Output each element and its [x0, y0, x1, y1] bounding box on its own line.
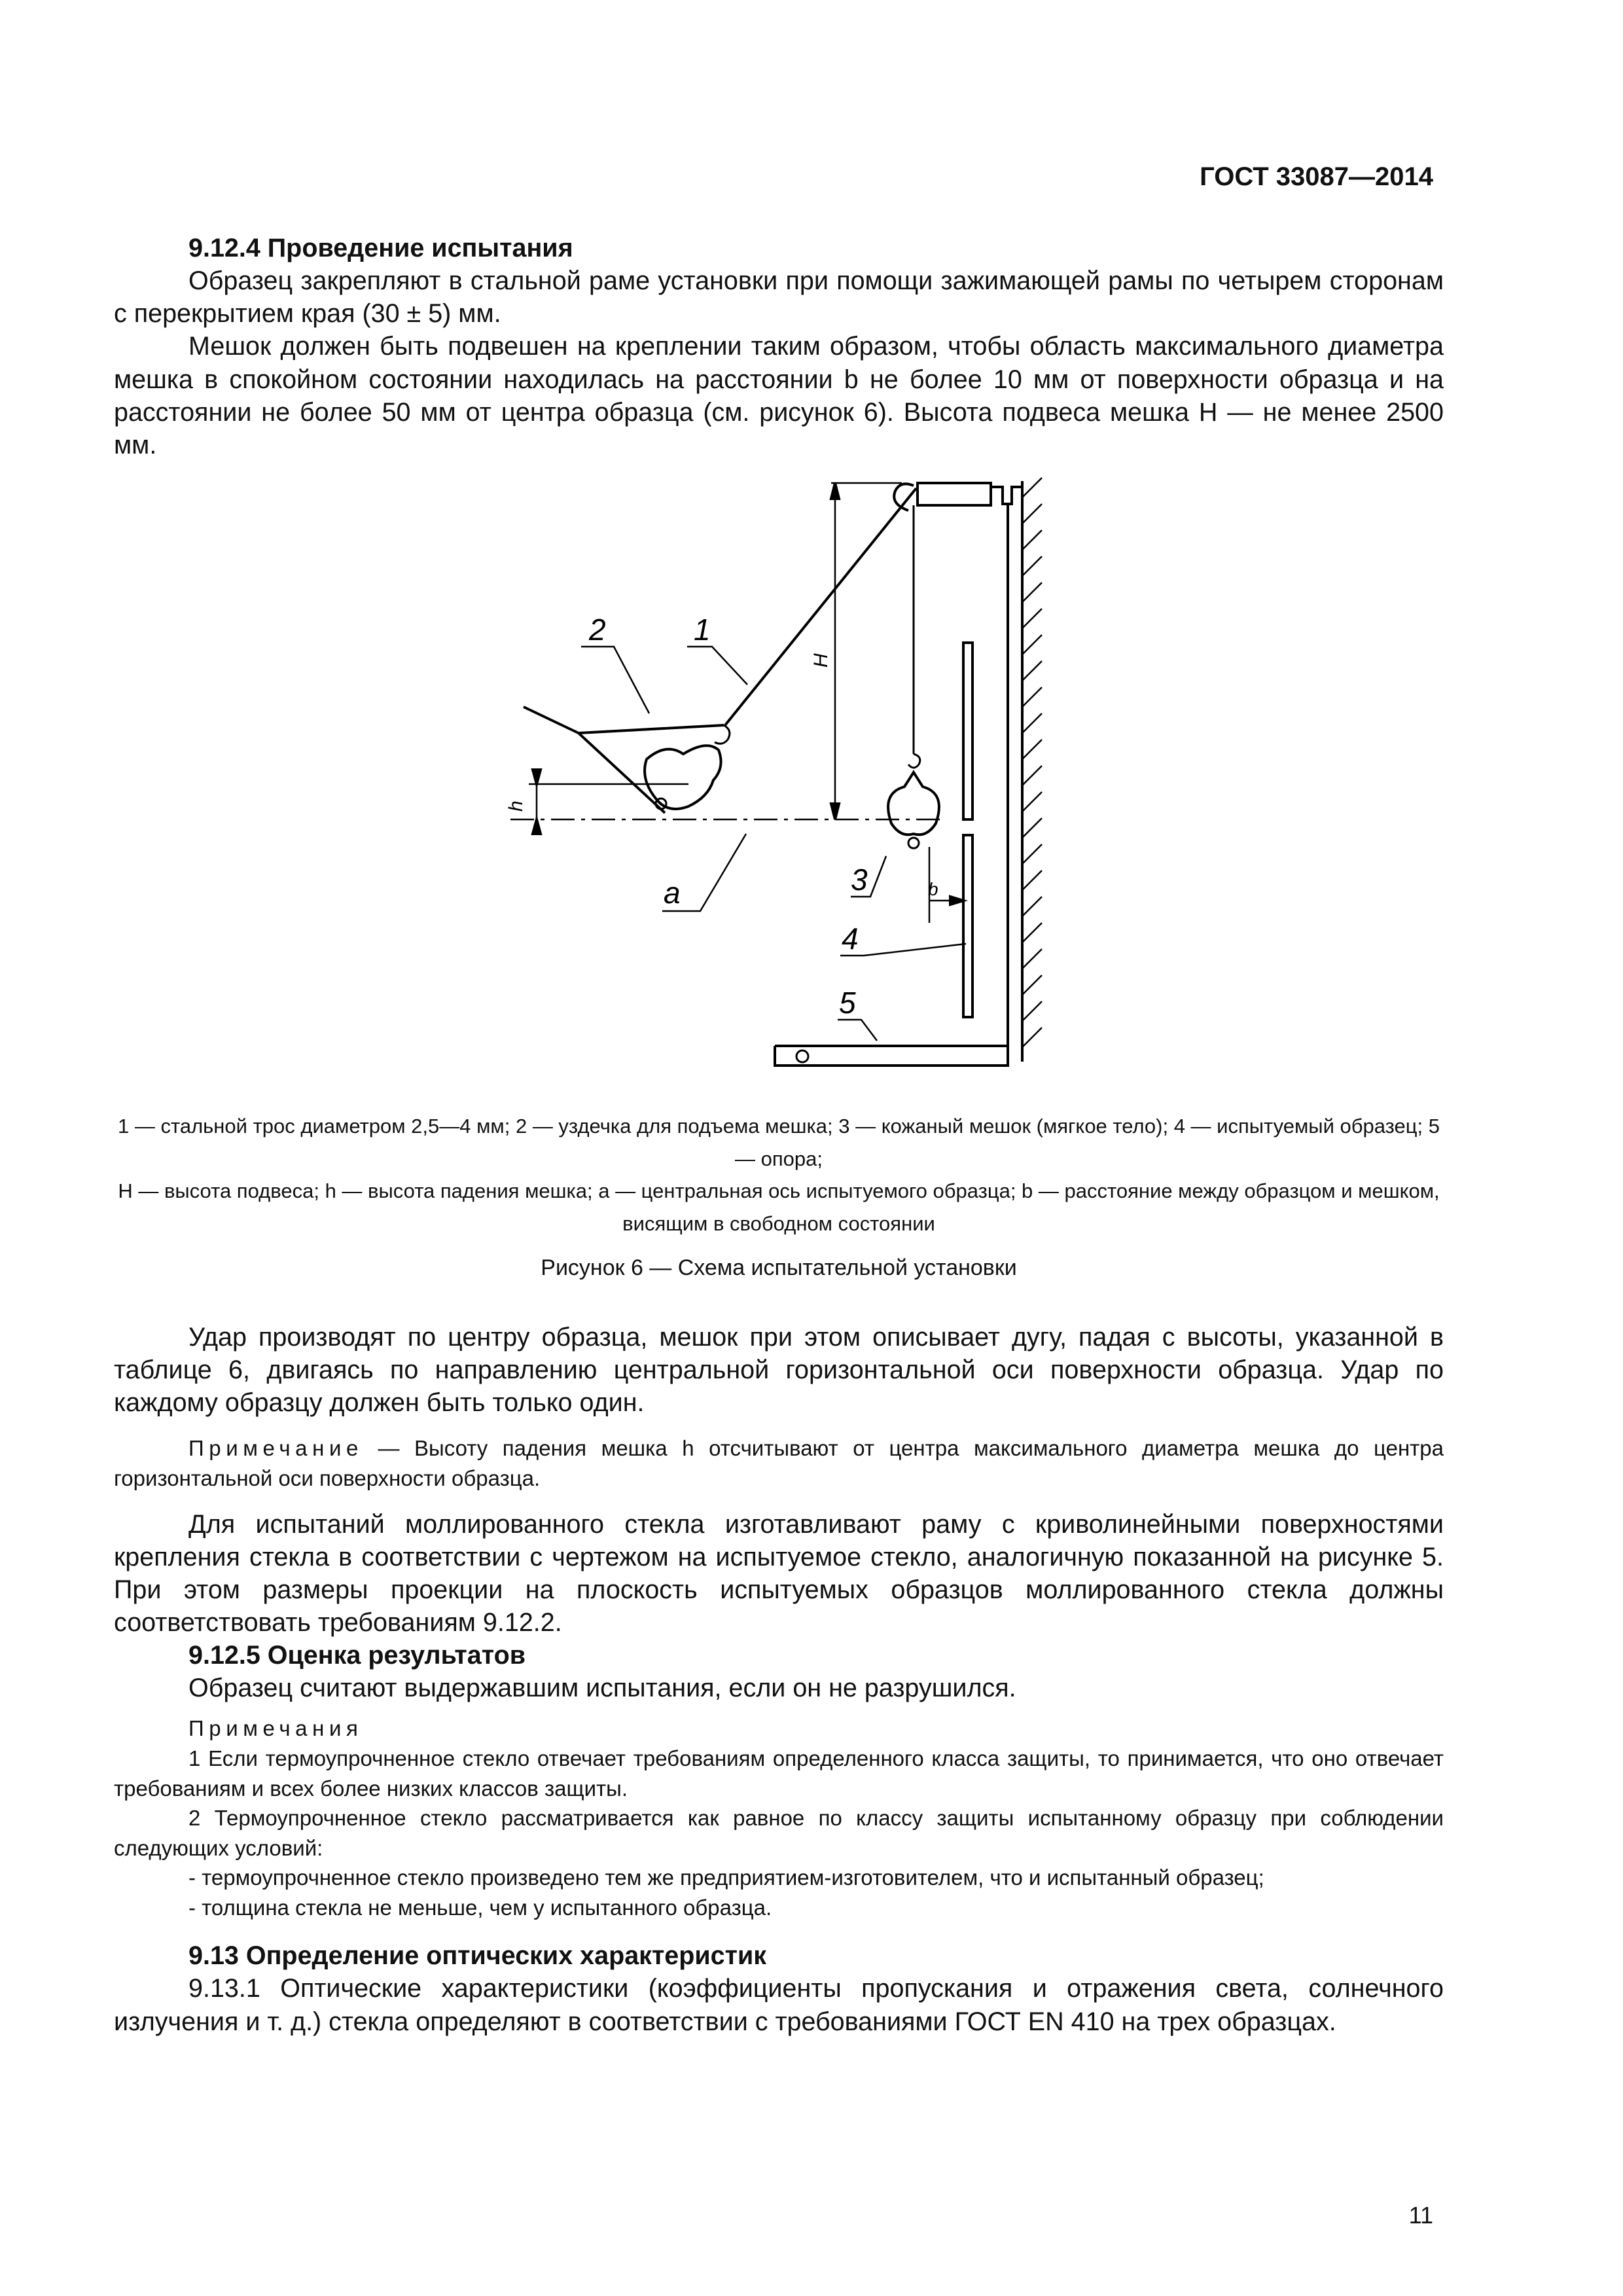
figure-legend: [114, 1110, 1444, 1240]
label-b: b: [928, 879, 938, 899]
note-2: 2 Термоупрочненное стекло рассматривается как равное по классу защиты испытанному образцу при соблюдении следующих условий:: [114, 1806, 1444, 1860]
note-text: — Высоту падения мешка h отсчитывают от центра максимального диаметра мешка до центра горизонтальной оси поверхности образца.: [114, 1436, 1444, 1490]
label-3: 3: [851, 863, 868, 897]
paragraph: Удар производят по центру образца, мешок при этом описывает дугу, падая с высоты, указанной в таблице 6, двигаясь по направлению центральной горизонтальной оси поверхности образца. Удар по каждому образцу должен быть только один.: [114, 1323, 1444, 1418]
base-pivot: [796, 1050, 808, 1062]
dim-h-arrow-bottom: [533, 819, 541, 834]
notes-heading: Примечания: [188, 1716, 363, 1741]
label-h: h: [505, 800, 527, 812]
body-text: [114, 1321, 1444, 2038]
steel-cable-1: [725, 488, 916, 725]
dim-H-arrow-bottom: [831, 804, 839, 819]
label-4: 4: [842, 922, 859, 956]
bridle-2: [524, 707, 724, 733]
label-2: 2: [589, 613, 606, 647]
wall-hatching: [1022, 478, 1042, 1047]
label-5: 5: [839, 986, 856, 1020]
leader-2: [581, 647, 649, 713]
paragraph: Образец считают выдержавшим испытания, если он не разрушился.: [188, 1674, 1016, 1703]
section-9124: [114, 232, 1444, 461]
condition-1: - термоупрочненное стекло произведено тем же предприятием-изготовителем, что и испытанный образец;: [188, 1865, 1264, 1890]
dim-H-arrow-top: [831, 483, 839, 499]
top-bracket: [918, 483, 991, 505]
label-a: a: [664, 876, 681, 910]
bag-hook: [908, 754, 920, 768]
sample-lower: [963, 835, 972, 1017]
figure-title: Рисунок 6 — Схема испытательной установки: [541, 1255, 1017, 1280]
leader-1: [687, 647, 747, 685]
bridle-line: [579, 733, 665, 813]
condition-2: - толщина стекла не меньше, чем у испытанного образца.: [188, 1895, 772, 1920]
bag-ring: [908, 838, 919, 848]
paragraph: Мешок должен быть подвешен на креплении таким образом, чтобы область максимального диаметра мешка в спокойном состоянии находилась на расстоянии b не более 10 мм от поверхности образца и на расстоянии не более 50 мм от центра образца (см. рисунок 6). Высота подвеса мешка H — не менее 2500 мм.: [114, 332, 1444, 459]
note-1: 1 Если термоупрочненное стекло отвечает требованиям определенного класса защиты, то принимается, что оно отвечает требованиям и всех более низких классов защиты.: [114, 1746, 1444, 1801]
paragraph: Для испытаний моллированного стекла изготавливают раму с криволинейными поверхностями крепления стекла в соответствии с чертежом на испытуемое стекло, аналогичную показанной на рисунке 5. При этом размеры проекции на плоскость испытуемых образцов моллированного стекла должны соответствовать требованиям 9.12.2.: [114, 1509, 1444, 1637]
figure-6-test-setup-diagram: [471, 471, 1152, 1086]
paragraph: 9.13.1 Оптические характеристики (коэффициенты пропускания и отражения света, солнечного излучения и т. д.) стекла определяют в соответствии с требованиями ГОСТ EN 410 на трех образцах.: [114, 1974, 1444, 2036]
legend-line-2: H — высота подвеса; h — высота падения мешка; a — центральная ось испытуемого образца; b — расстояние между образцом и мешком, висящим в свободном состоянии: [118, 1179, 1440, 1235]
document-id: ГОСТ 33087—2014: [1200, 162, 1433, 191]
bracket-clip: [991, 487, 1022, 504]
legend-line-1: 1 — стальной трос диаметром 2,5—4 мм; 2 — уздечка для подъема мешка; 3 — кожаный мешок (мягкое тело); 4 — испытуемый образец; 5 — опора;: [118, 1115, 1440, 1170]
note: [114, 1433, 1444, 1493]
label-1: 1: [694, 613, 711, 647]
bag-raised: [645, 745, 721, 809]
leader-4: [840, 944, 966, 956]
note-heading: Примечание: [188, 1436, 363, 1461]
bridle-hook: [715, 725, 730, 744]
dim-h-arrow-top: [533, 770, 541, 784]
section-heading: 9.13 Определение оптических характеристик: [188, 1941, 767, 1971]
leader-5: [838, 1020, 877, 1041]
paragraph: Образец закрепляют в стальной раме установки при помощи зажимающей рамы по четырем сторонам с перекрытием края (30 ± 5) мм.: [114, 266, 1444, 329]
dim-b-arrow: [950, 897, 963, 905]
label-H: H: [810, 653, 832, 668]
test-setup-drawing: [471, 471, 1152, 1086]
bag-3: [888, 772, 939, 834]
support-base: [775, 1046, 1008, 1066]
section-heading: 9.12.5 Оценка результатов: [188, 1641, 526, 1670]
sample-upper: [963, 643, 972, 819]
page-number: 11: [1408, 2202, 1433, 2229]
section-heading: 9.12.4 Проведение испытания: [188, 234, 573, 262]
